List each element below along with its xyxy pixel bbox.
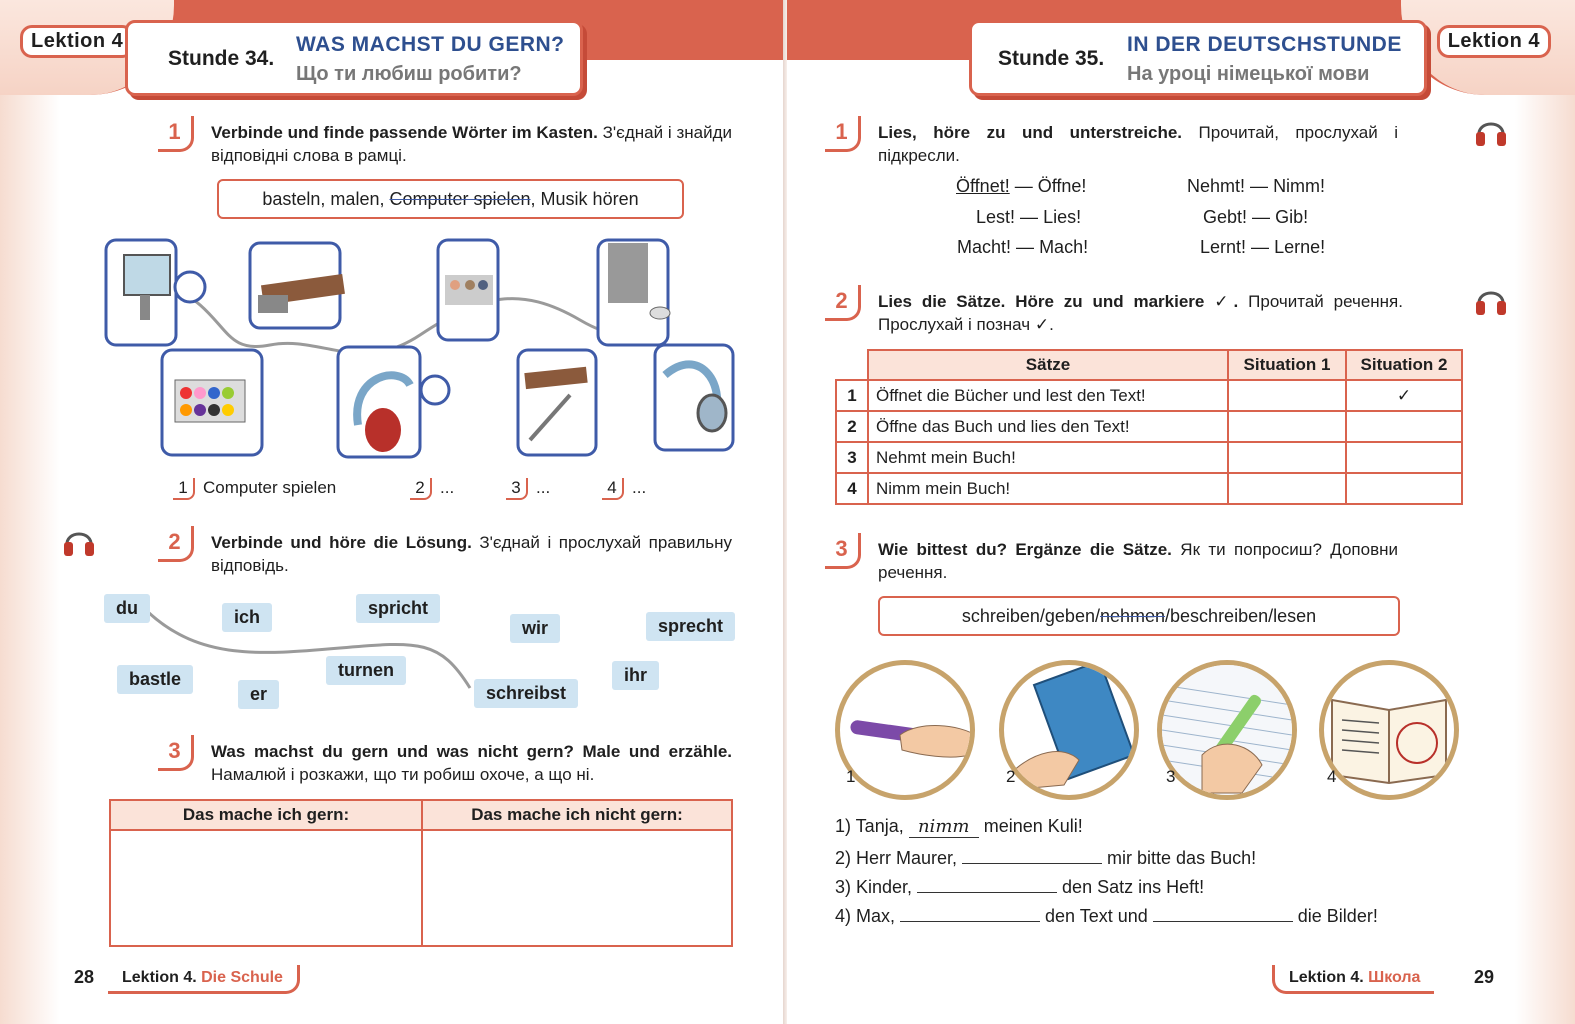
exercise-instruction bbox=[878, 538, 1398, 584]
likes-table bbox=[109, 799, 733, 947]
sentence-text: mir bitte das Buch! bbox=[1102, 848, 1257, 868]
instruction-de: Wie bittest du? Ergänze die Sätze. bbox=[878, 540, 1172, 559]
exercise-number: 3 bbox=[825, 533, 861, 569]
tools-piece bbox=[518, 350, 596, 455]
situation1-cell[interactable] bbox=[1228, 473, 1346, 504]
picture-circle bbox=[1157, 660, 1297, 800]
sentence-text: den Text und bbox=[1040, 906, 1153, 926]
sentence-text: 2) Herr Maurer, bbox=[835, 848, 963, 868]
instruction-ua: З'єднай і прослухай правильну відповідь. bbox=[211, 533, 732, 575]
row-number: 2 bbox=[836, 411, 868, 442]
situation2-cell[interactable] bbox=[1346, 442, 1462, 473]
instruction-ua: Прочитай, прослухай і підкресли. bbox=[878, 123, 1398, 165]
imperative-pair bbox=[956, 176, 1086, 197]
sentence-text: 1) Tanja, bbox=[835, 816, 909, 836]
word-list-part: /beschreiben/lesen bbox=[1165, 606, 1317, 626]
situation2-cell[interactable] bbox=[1346, 473, 1462, 504]
situation2-cell[interactable]: ✓ bbox=[1346, 380, 1462, 411]
headphones-piece bbox=[338, 347, 449, 457]
sentence-text: 3) Kinder, bbox=[835, 877, 918, 897]
right-page bbox=[787, 0, 1575, 1024]
footer-label bbox=[108, 965, 300, 994]
answer-1 bbox=[173, 478, 336, 500]
answer-text: ... bbox=[440, 478, 455, 497]
instruction-de: Lies, höre zu und unterstreiche. bbox=[878, 123, 1183, 142]
column-header: Sätze bbox=[868, 350, 1228, 380]
pair-dash: — bbox=[1252, 207, 1271, 227]
pair-left: Nehmt! bbox=[1187, 176, 1246, 196]
paintbox-piece bbox=[438, 240, 498, 340]
page-number: 29 bbox=[1474, 967, 1495, 987]
footer-label bbox=[1272, 965, 1434, 994]
answer-number: 3 bbox=[506, 478, 528, 500]
lektion-tab: Lektion 4 bbox=[20, 25, 134, 58]
pair-right: Nimm! bbox=[1273, 176, 1326, 196]
lesson-title: IN DER DEUTSCHSTUNDE bbox=[1127, 33, 1402, 56]
pair-left: Lernt! bbox=[1200, 237, 1247, 257]
instruction-ua: З'єднай і знайди відповідні слова в рамці. bbox=[211, 123, 732, 165]
pair-dash: — bbox=[1014, 176, 1033, 196]
take-pen-illustration bbox=[840, 665, 970, 795]
word-list-part: basteln, malen, bbox=[262, 189, 390, 209]
answer-blank[interactable] bbox=[900, 904, 1040, 922]
row-number: 3 bbox=[836, 442, 868, 473]
table-row bbox=[836, 411, 1462, 442]
pair-dash: — bbox=[1016, 237, 1035, 257]
table-row bbox=[836, 473, 1462, 504]
row-number: 1 bbox=[836, 380, 868, 411]
lesson-number: Stunde 35. bbox=[998, 47, 1105, 70]
word-list-part: schreiben/geben/ bbox=[961, 606, 1100, 626]
headphones-icon[interactable] bbox=[1472, 281, 1510, 319]
word-list-struck: nehmen bbox=[1099, 606, 1166, 626]
imperative-pair bbox=[1187, 176, 1325, 197]
column-header: Das mache ich nicht gern: bbox=[422, 800, 732, 830]
answer-text: ... bbox=[632, 478, 647, 497]
footer-prefix: Lektion 4. bbox=[122, 969, 202, 986]
headphones-icon[interactable] bbox=[60, 522, 98, 560]
left-page bbox=[0, 0, 787, 1024]
row-number: 4 bbox=[836, 473, 868, 504]
lektion-tab: Lektion 4 bbox=[1437, 25, 1551, 58]
pair-right: Öffne! bbox=[1037, 176, 1087, 196]
imperative-pair bbox=[1203, 207, 1308, 228]
column-header: Situation 1 bbox=[1228, 350, 1346, 380]
sentence-cell: Öffne das Buch und lies den Text! bbox=[868, 411, 1228, 442]
sentence-text: die Bilder! bbox=[1292, 906, 1378, 926]
column-header: Das mache ich gern: bbox=[110, 800, 422, 830]
situation1-cell[interactable] bbox=[1228, 411, 1346, 442]
word-chip[interactable]: turnen bbox=[326, 656, 406, 685]
situation2-cell[interactable] bbox=[1346, 411, 1462, 442]
word-chip[interactable]: spricht bbox=[356, 594, 440, 623]
word-box bbox=[217, 179, 684, 219]
headphones-icon[interactable] bbox=[1472, 112, 1510, 150]
word-chip[interactable]: ich bbox=[222, 603, 272, 632]
sentence-cell: Nehmt mein Buch! bbox=[868, 442, 1228, 473]
pair-left: Lest! bbox=[976, 207, 1016, 227]
pair-dash: — bbox=[1251, 237, 1270, 257]
instruction-ua: Намалюй і розкажи, що ти робиш охоче, а що ні. bbox=[211, 765, 595, 784]
give-book-illustration bbox=[1004, 665, 1134, 795]
picture-number: 2 bbox=[1006, 767, 1016, 786]
exercise-number: 2 bbox=[825, 285, 861, 321]
page-edge bbox=[0, 95, 60, 1024]
word-chip[interactable]: schreibst bbox=[474, 679, 578, 708]
lesson-subtitle: На уроці німецької мови bbox=[1127, 63, 1370, 85]
pc-piece bbox=[598, 240, 670, 345]
imperative-pair bbox=[957, 237, 1088, 258]
empty-header-cell bbox=[836, 350, 868, 380]
answer-number: 4 bbox=[602, 478, 624, 500]
word-list-part: , Musik hören bbox=[530, 189, 639, 209]
situation1-cell[interactable] bbox=[1228, 380, 1346, 411]
pair-left: Öffnet! bbox=[956, 176, 1010, 196]
sentence-4 bbox=[835, 904, 1378, 927]
lesson-title: WAS MACHST DU GERN? bbox=[296, 33, 565, 56]
exercise-number: 2 bbox=[158, 526, 194, 562]
word-box bbox=[878, 596, 1400, 636]
sentence-text: meinen Kuli! bbox=[978, 816, 1083, 836]
answer-2 bbox=[410, 478, 454, 500]
palette-piece bbox=[162, 350, 262, 455]
page-edge bbox=[1515, 95, 1575, 1024]
pair-right: Lies! bbox=[1043, 207, 1082, 227]
picture-number: 1 bbox=[846, 767, 856, 786]
connecting-line bbox=[170, 285, 660, 353]
pair-left: Gebt! bbox=[1203, 207, 1248, 227]
write-notebook-illustration bbox=[1162, 665, 1292, 795]
answer-4 bbox=[602, 478, 646, 500]
imperative-pair bbox=[1200, 237, 1325, 258]
answer-blank[interactable]: nimm bbox=[909, 816, 979, 838]
lesson-subtitle: Що ти любиш робити? bbox=[296, 63, 522, 85]
instruction-de: Verbinde und höre die Lösung. bbox=[211, 533, 472, 552]
word-chip[interactable]: bastle bbox=[117, 665, 193, 694]
connecting-line bbox=[140, 600, 500, 700]
answer-blank[interactable] bbox=[962, 846, 1102, 864]
pair-dash: — bbox=[1020, 207, 1039, 227]
exercise-instruction bbox=[211, 531, 732, 577]
picture-circle bbox=[999, 660, 1139, 800]
lesson-number: Stunde 34. bbox=[168, 47, 275, 70]
drawing-area[interactable] bbox=[110, 830, 422, 946]
word-chip[interactable]: du bbox=[104, 594, 150, 623]
exercise-number: 1 bbox=[825, 116, 861, 152]
word-chip[interactable]: ihr bbox=[612, 661, 659, 690]
exercise-number: 1 bbox=[158, 116, 194, 152]
answer-blank[interactable] bbox=[1153, 904, 1293, 922]
sentence-text: 4) Max, bbox=[835, 906, 901, 926]
situation-table bbox=[835, 349, 1463, 505]
table-row bbox=[836, 442, 1462, 473]
instruction-de: Verbinde und finde passende Wörter im Kasten. bbox=[211, 123, 598, 142]
pair-right: Lerne! bbox=[1274, 237, 1326, 257]
lesson-header bbox=[125, 20, 583, 96]
open-book-illustration bbox=[1324, 665, 1454, 795]
sentence-1 bbox=[835, 816, 1083, 838]
picture-circle bbox=[835, 660, 975, 800]
lesson-header bbox=[969, 20, 1427, 96]
instruction-de: Was machst du gern und was nicht gern? Male und erzähle. bbox=[211, 742, 732, 761]
word-chip[interactable]: wir bbox=[510, 614, 560, 643]
instruction-ua: Прочитай речення. Прослухай і познач ✓. bbox=[878, 292, 1403, 334]
page-number: 28 bbox=[74, 967, 95, 987]
word-list-struck: Computer spielen bbox=[389, 189, 531, 209]
answer-text: Computer spielen bbox=[203, 478, 337, 497]
computer-piece bbox=[106, 240, 205, 345]
answer-number: 1 bbox=[173, 478, 195, 500]
answer-3 bbox=[506, 478, 550, 500]
table-row bbox=[836, 380, 1462, 411]
footer-prefix: Lektion 4. bbox=[1289, 969, 1369, 986]
column-header: Situation 2 bbox=[1346, 350, 1462, 380]
pair-right: Mach! bbox=[1039, 237, 1089, 257]
exercise-instruction bbox=[211, 121, 732, 167]
answer-text: ... bbox=[536, 478, 551, 497]
instruction-de: Lies die Sätze. Höre zu und markiere ✓. bbox=[878, 292, 1239, 311]
sentence-3 bbox=[835, 875, 1204, 898]
puzzle-illustration bbox=[100, 235, 740, 460]
imperative-pair bbox=[976, 207, 1081, 228]
keyboard-piece bbox=[250, 243, 345, 328]
exercise-number: 3 bbox=[158, 735, 194, 771]
word-chip[interactable]: sprecht bbox=[646, 612, 735, 641]
sentence-text: den Satz ins Heft! bbox=[1057, 877, 1205, 897]
word-chip[interactable]: er bbox=[238, 680, 279, 709]
footer-topic: Школа bbox=[1368, 969, 1421, 986]
pair-dash: — bbox=[1250, 176, 1269, 196]
sentence-2 bbox=[835, 846, 1256, 869]
headphones-piece bbox=[655, 345, 733, 450]
exercise-instruction bbox=[878, 290, 1403, 336]
picture-circle bbox=[1319, 660, 1459, 800]
pair-right: Gib! bbox=[1275, 207, 1309, 227]
answer-number: 2 bbox=[410, 478, 432, 500]
picture-number: 4 bbox=[1327, 767, 1337, 786]
situation1-cell[interactable] bbox=[1228, 442, 1346, 473]
instruction-ua: Як ти попросиш? Доповни речення. bbox=[878, 540, 1399, 582]
answer-blank[interactable] bbox=[917, 875, 1057, 893]
sentence-cell: Öffnet die Bücher und lest den Text! bbox=[868, 380, 1228, 411]
pair-left: Macht! bbox=[957, 237, 1012, 257]
picture-number: 3 bbox=[1166, 767, 1176, 786]
exercise-instruction bbox=[878, 121, 1398, 167]
drawing-area[interactable] bbox=[422, 830, 732, 946]
footer-topic: Die Schule bbox=[201, 969, 283, 986]
sentence-cell: Nimm mein Buch! bbox=[868, 473, 1228, 504]
exercise-instruction bbox=[211, 740, 732, 786]
